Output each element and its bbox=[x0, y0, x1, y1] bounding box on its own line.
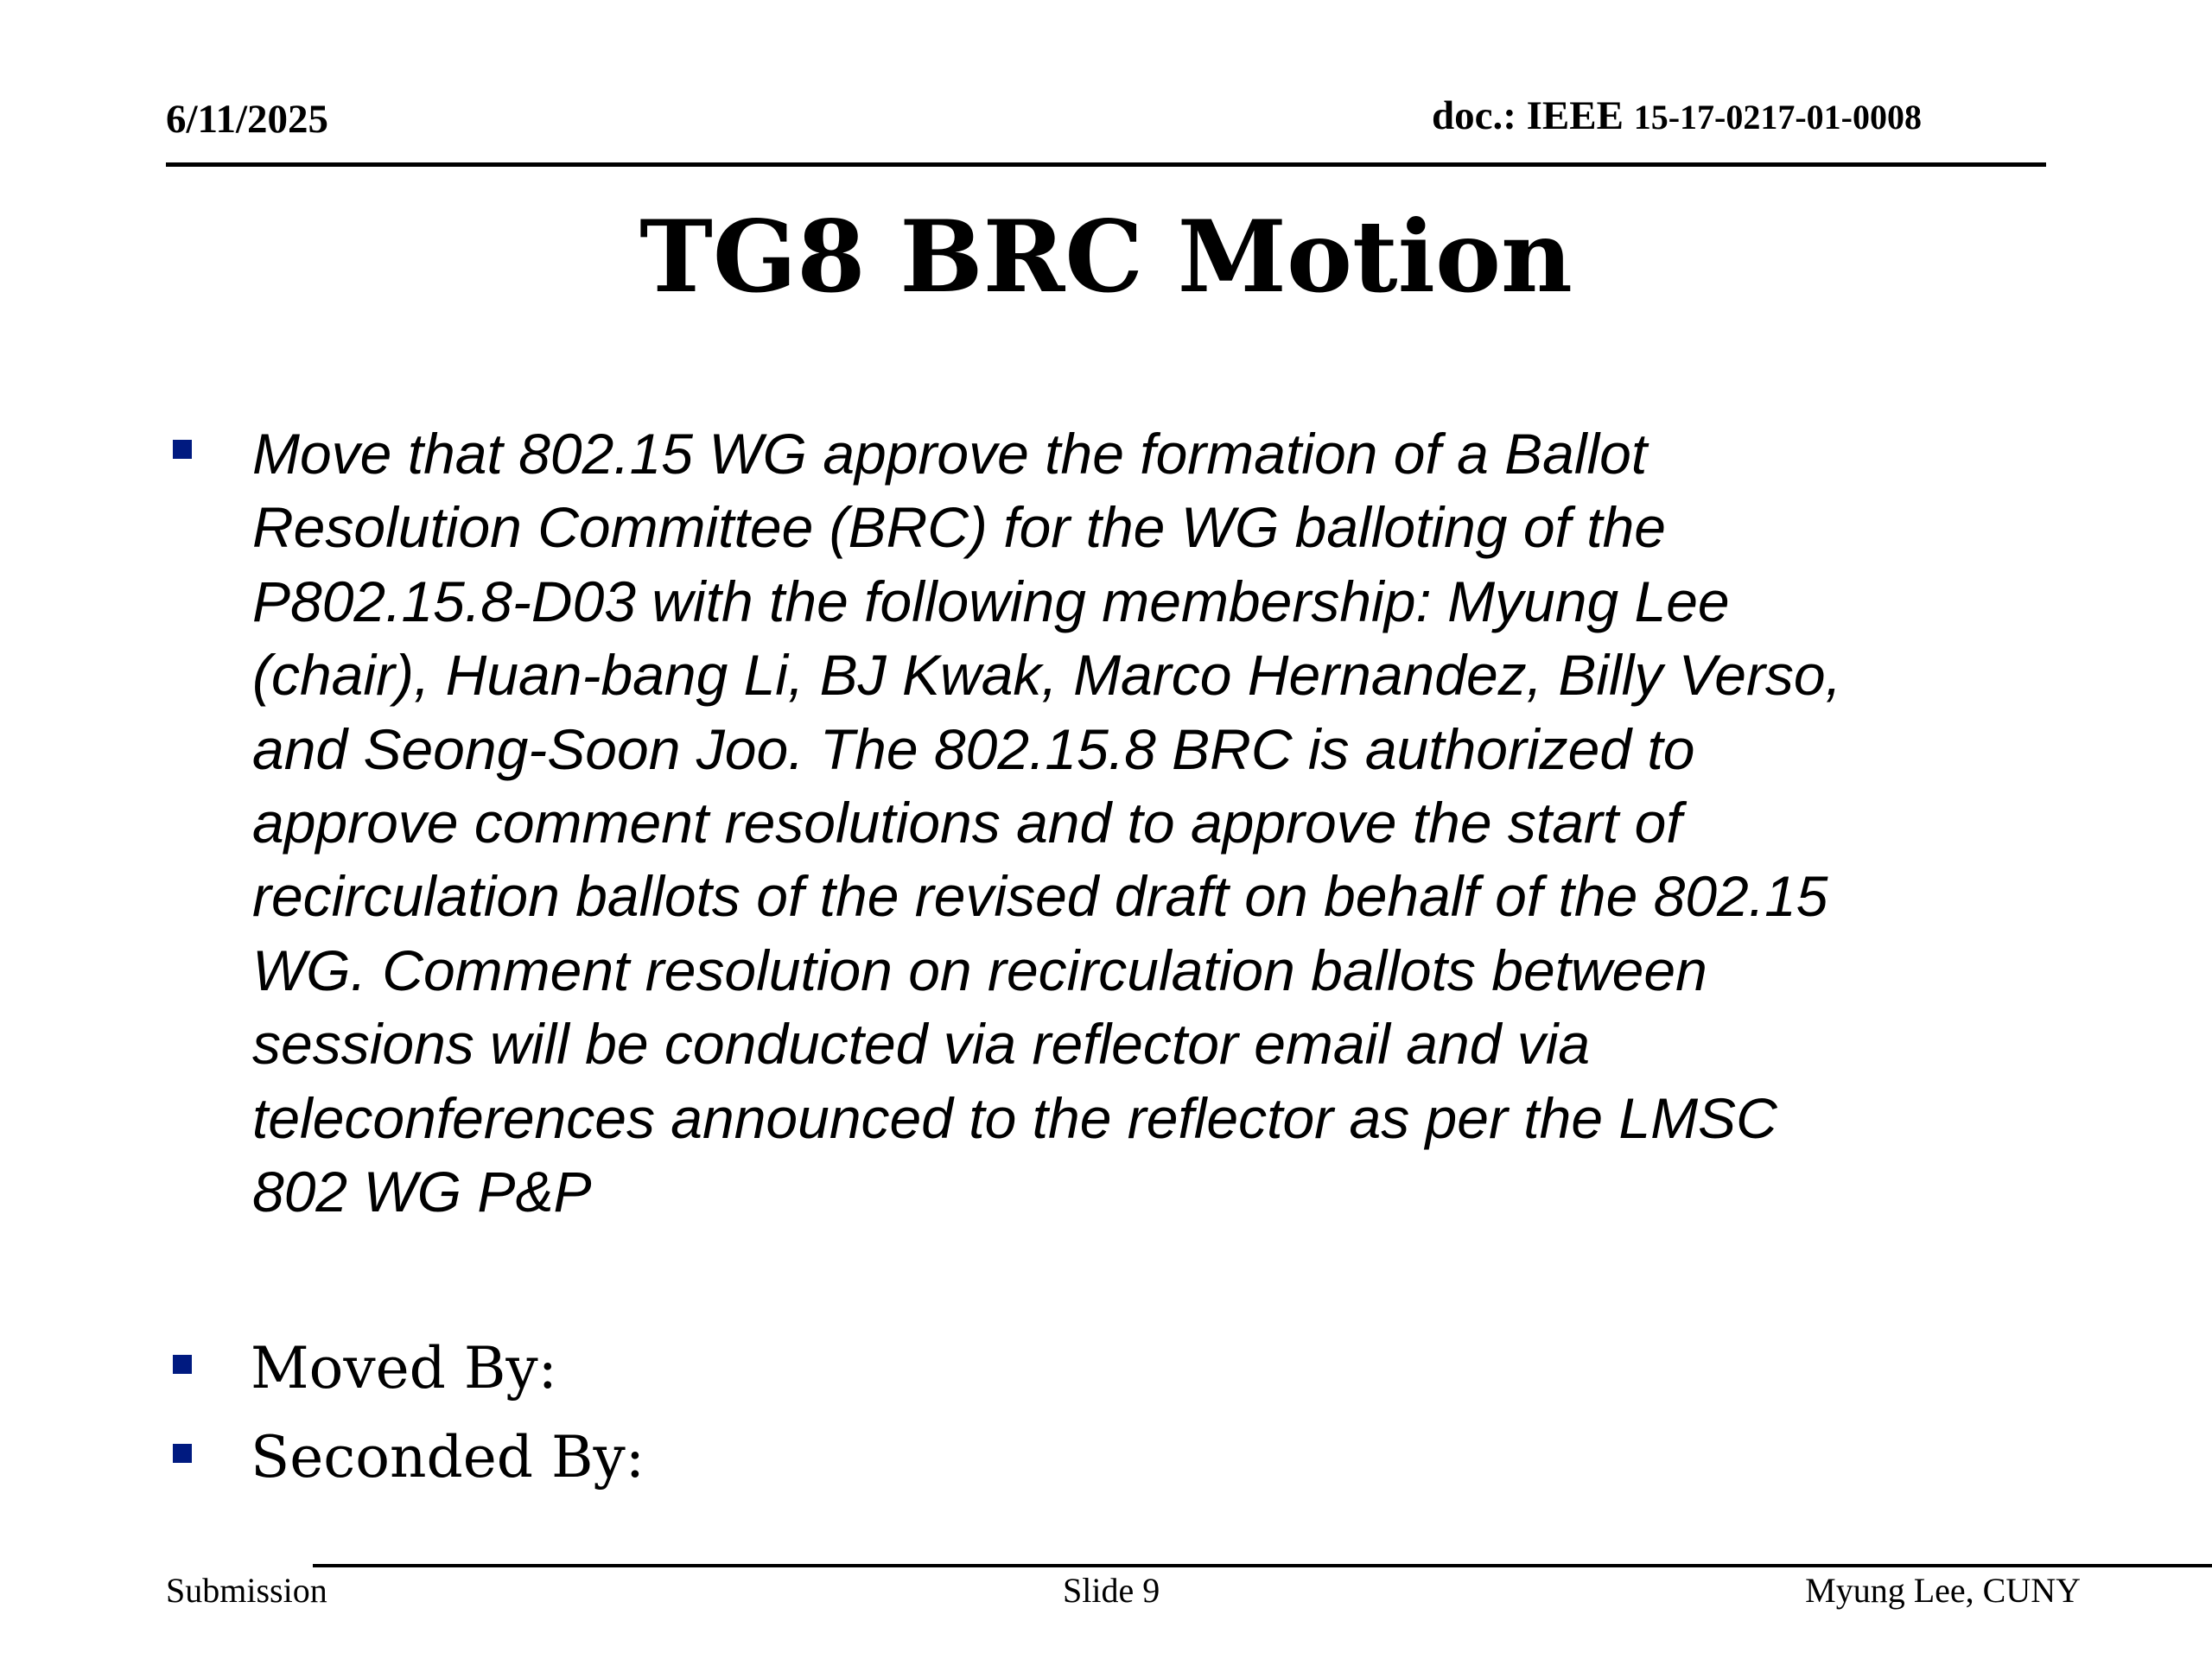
header-doc-prefix: doc.: IEEE bbox=[1431, 93, 1634, 138]
footer-slide-number: Slide 9 bbox=[1063, 1571, 1160, 1610]
footer-submission: Submission bbox=[166, 1571, 327, 1610]
footer-divider bbox=[313, 1564, 2212, 1567]
bullet-square-icon bbox=[173, 440, 192, 459]
motion-line: approve comment resolutions and to approve the start of bbox=[252, 791, 1682, 855]
bullet-square-icon bbox=[173, 1444, 192, 1463]
motion-line: (chair), Huan-bang Li, BJ Kwak, Marco Hernandez, Billy Verso, bbox=[252, 643, 1841, 708]
motion-line: P802.15.8-D03 with the following membership: Myung Lee bbox=[252, 569, 1730, 633]
bullet-square-icon bbox=[173, 1355, 192, 1374]
slide-title: TG8 BRC Motion bbox=[639, 199, 1573, 315]
motion-text bbox=[252, 417, 1998, 1229]
motion-line: WG. Comment resolution on recirculation ballots between bbox=[252, 938, 1707, 1002]
motion-line: 802 WG P&P bbox=[252, 1160, 592, 1224]
motion-line: and Seong-Soon Joo. The 802.15.8 BRC is authorized to bbox=[252, 716, 1695, 781]
seconded-by-label: Seconded By: bbox=[251, 1424, 645, 1491]
header-doc-number: 15-17-0217-01-0008 bbox=[1633, 98, 1922, 137]
header-date: 6/11/2025 bbox=[166, 97, 329, 142]
header-divider bbox=[166, 162, 2046, 167]
moved-by-label: Moved By: bbox=[251, 1335, 557, 1402]
motion-line: sessions will be conducted via reflector email and via bbox=[252, 1012, 1591, 1077]
motion-line: recirculation ballots of the revised draft on behalf of the 802.15 bbox=[252, 864, 1828, 929]
motion-line: Resolution Committee (BRC) for the WG balloting of the bbox=[252, 495, 1666, 560]
motion-line: Move that 802.15 WG approve the formation of a Ballot bbox=[252, 422, 1648, 486]
footer-author: Myung Lee, CUNY bbox=[1805, 1571, 2081, 1610]
motion-line: teleconferences announced to the reflector as per the LMSC bbox=[252, 1085, 1777, 1150]
header-doc-id bbox=[1432, 90, 1922, 143]
